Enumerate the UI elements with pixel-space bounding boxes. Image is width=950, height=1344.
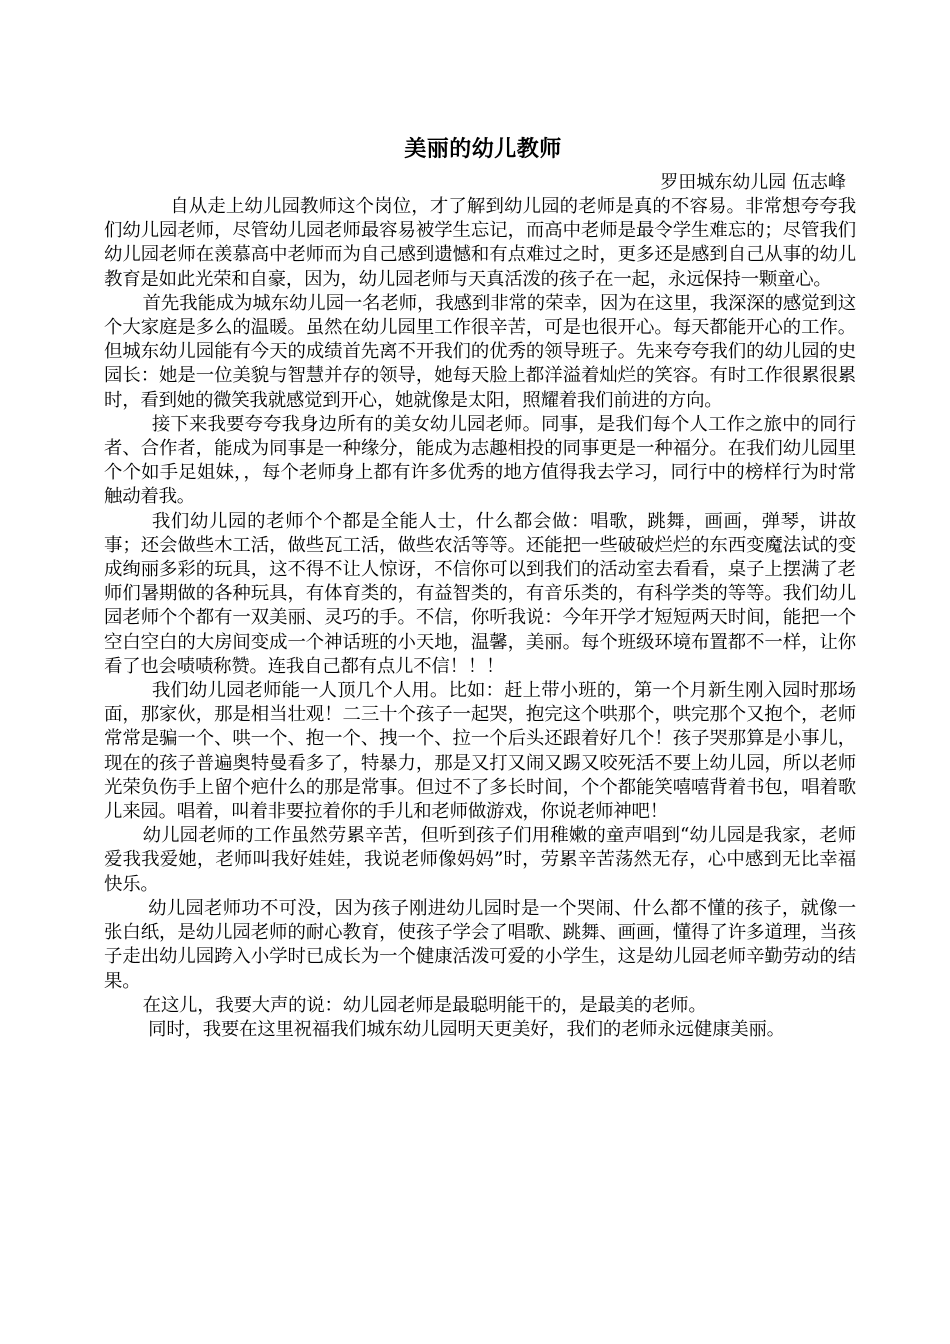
paragraph-4: 我们幼儿园的老师个个都是全能人士，什么都会做：唱歌，跳舞，画画，弹琴，讲故事；还会做些木工活，做些瓦工活，做些农活等等。还能把一些破破烂烂的东西变魔法试的变成绚丽多彩的玩具，这不得不让人惊讶，不信你可以到我们的活动室去看看，桌子上摆满了老师们暑期做的各种玩具，有体育类的，有益智类的，有音乐类的，有科学类的等等。我们幼儿园老师个个都有一双美丽、灵巧的手。不信，你听我说：今年开学才短短两天时间，能把一个空白空白的大房间变成一个神话班的小天地，温馨，美丽。每个班级环境布置都不一样，让你看了也会啧啧称赞。连我自己都有点儿不信！！！ [104,510,856,677]
paragraph-3: 接下来我要夸夸我身边所有的美女幼儿园老师。同事，是我们每个人工作之旅中的同行者、合作者，能成为同事是一种缘分，能成为志趣相投的同事更是一种福分。在我们幼儿园里个个如手足姐妹，，每个老师身上都有许多优秀的地方值得我去学习，同行中的榜样行为时常触动着我。 [104,413,856,508]
paragraph-1: 自从走上幼儿园教师这个岗位，才了解到幼儿园的老师是真的不容易。非常想夸夸我们幼儿园老师，尽管幼儿园老师最容易被学生忘记，而高中老师是最令学生难忘的；尽管我们幼儿园老师在羡慕高中老师而为自己感到遗憾和有点难过之时，更多还是感到自己从事的幼儿教育是如此光荣和自豪，因为，幼儿园老师与天真活泼的孩子在一起，永远保持一颗童心。 [104,196,856,290]
paragraph-2: 首先我能成为城东幼儿园一名老师，我感到非常的荣幸，因为在这里，我深深的感觉到这个大家庭是多么的温暖。虽然在幼儿园里工作很辛苦，可是也很开心。每天都能开心的工作。但城东幼儿园能有今天的成绩首先离不开我们的优秀的领导班子。先来夸夸我们的幼儿园的史园长：她是一位美貌与智慧并存的领导，她每天脸上都洋溢着灿烂的笑容。有时工作很累很累时，看到她的微笑我就感觉到开心，她就像是太阳，照耀着我们前进的方向。 [104,292,856,411]
paragraph-6: 幼儿园老师的工作虽然劳累辛苦，但听到孩子们用稚嫩的童声唱到“幼儿园是我家，老师爱我我爱她，老师叫我好娃娃，我说老师像妈妈”时，劳累辛苦荡然无存，心中感到无比幸福快乐。 [104,825,856,895]
document-page [104,133,856,1042]
document-title: 美丽的幼儿教师 [404,137,562,162]
author-byline: 罗田城东幼儿园 伍志峰 [660,172,846,193]
paragraph-5: 我们幼儿园老师能一人顶几个人用。比如：赶上带小班的，第一个月新生刚入园时那场面，那家伙，那是相当壮观！二三十个孩子一起哭，抱完这个哄那个，哄完那个又抱个，老师常常是骗一个、哄一个、抱一个、拽一个、拉一个后头还跟着好几个！孩子哭那算是小事儿，现在的孩子普遍奥特曼看多了，特暴力，那是又打又闹又踢又咬死活不要上幼儿园，所以老师光荣负伤手上留个疤什么的那是常事。但过不了多长时间，个个都能笑嘻嘻背着书包，唱着歌儿来园。唱着，叫着非要拉着你的手儿和老师做游戏，你说老师神吧！ [104,680,856,823]
paragraph-9: 同时，我要在这里祝福我们城东幼儿园明天更美好，我们的老师永远健康美丽。 [148,1018,785,1040]
paragraph-7: 幼儿园老师功不可没，因为孩子刚进幼儿园时是一个哭闹、什么都不懂的孩子，就像一张白纸，是幼儿园老师的耐心教育，使孩子学会了唱歌、跳舞、画画，懂得了许多道理，当孩子走出幼儿园跨入小学时已成长为一个健康活泼可爱的小学生，这是幼儿园老师辛勤劳动的结果。 [104,897,856,992]
paragraph-8: 在这儿，我要大声的说：幼儿园老师是最聪明能干的，是最美的老师。 [142,994,707,1016]
